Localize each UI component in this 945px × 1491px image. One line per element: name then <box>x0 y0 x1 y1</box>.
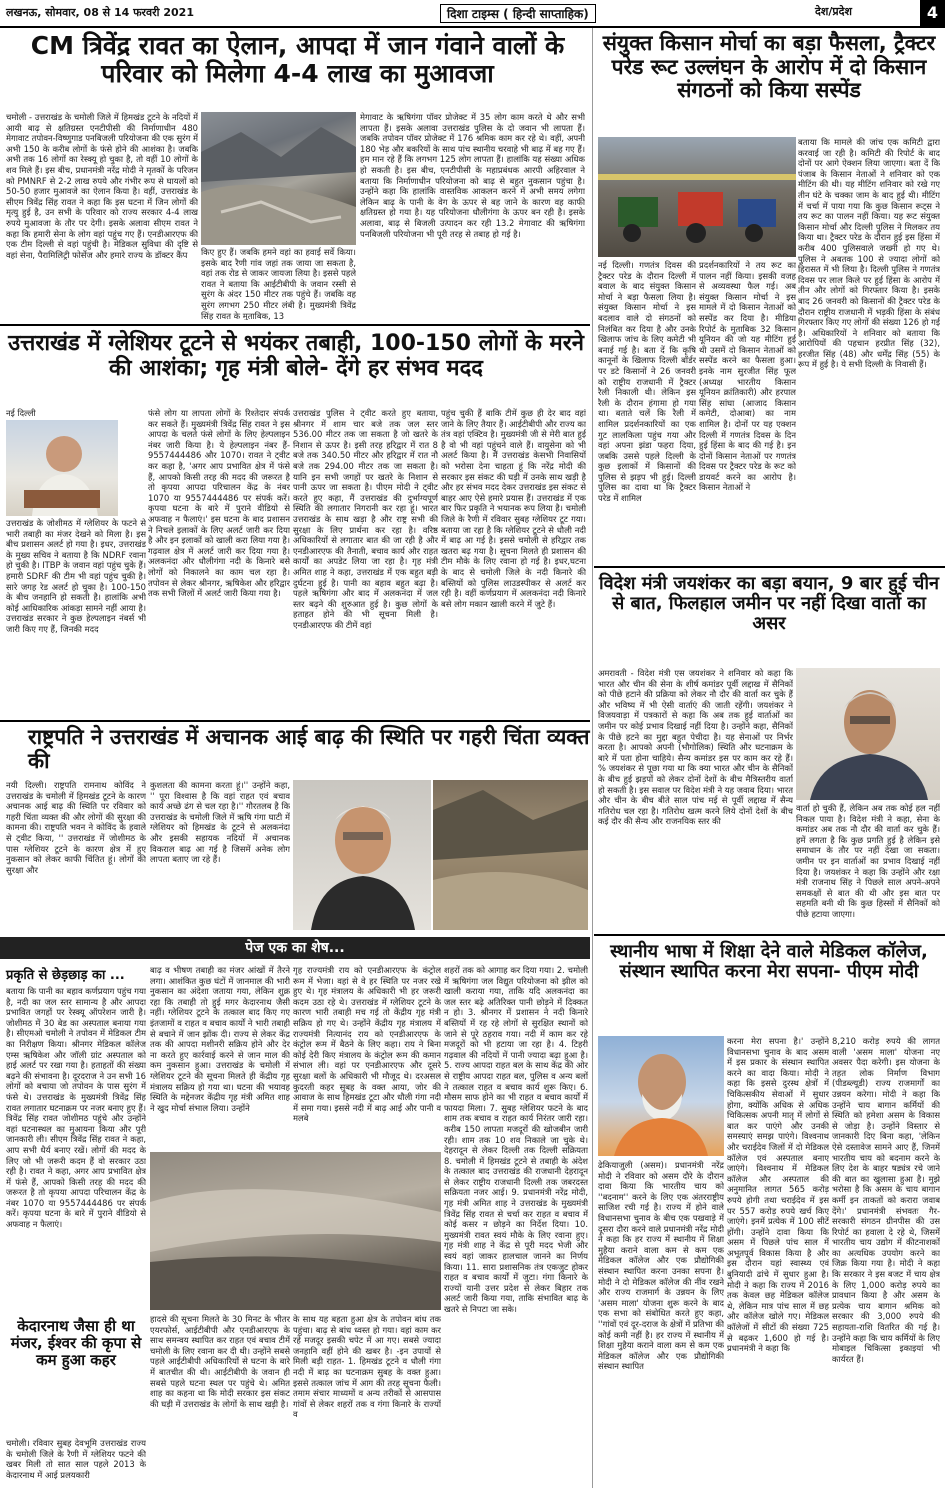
story3-col1: नयी दिल्ली। राष्ट्रपति रामनाथ कोविंद ने उत्तराखंड के चमोली में हिमखंड टूटने के कारण अचानक आई बाढ़ की स्थिति पर रविवार को गहरी चिंता व्यक्त की और लोगों की सुरक्षा की कामना की। राष्ट्रपति भवन ने कोविंद के हवाले से ट्वीट किया, '' उत्तराखंड में जोशीमठ के पास ग्लेशियर टूटने के कारण क्षेत्र में हुए नुकसान को लेकर काफी चिंतित हूं। लोगों की सुरक्षा और <box>6 780 146 875</box>
story4-col4: शहरों तक को आगाह कर दिया गया। 2. चमोली में ऋषिगंगा जल विद्युत परियोजना को झील को खाली कराया गया, ताकि यदि अलकनंदा का जल स्तर बढ़े अतिरिक्त पानी छोड़ने में दिक्कत न हो। 3. श्रीनगर में प्रशासन ने नदी किनारे बस्तियों में रह रहे लोगों से सुरक्षित स्थानों को जाने से पूरे ठहराव गया। नदी में काम कर रहे मजदूरों को भी हटाया जा रहा है। 4. टिहरी गढ़वाल की नदियों में पानी ज्यादा बढ़ा हुआ है। 5. राज्य आपदा राहत बल के साथ केंद्र की ओर से राष्ट्रीय आपदा राहत बल, पुलिस व अन्य बलों ने तत्काल राहत व बचाव कार्य शुरू किए। 6. मौसम साफ होने का भी राहत व बचाव कार्यों में फायदा मिला। 7. सुबह ग्लेशियर फटने के बाद शाम तक बचाव व राहत कार्य निरंतर जारी रहा। करीब 150 लापता मजदूरों की खोजबीन जारी रही। शाम तक 10 शव निकाले जा चुके थे। देहरादून से लेकर दिल्ली तक दिल्ली सक्रियता 8. चमोली में हिमखंड टूटने से तबाही के अंदेश के तत्काल बाद उत्तराखंड की राजधानी देहरादून से लेकर राष्ट्रीय राजधानी दिल्ली तक जबरदस्त सक्रियता नजर आई। 9. प्रधानमंत्री नरेंद्र मोदी, गृह मंत्री अमित शाह ने उत्तराखंड के मुख्यमंत्री त्रिवेंद्र सिंह रावत से चर्चा कर राहत व बचाव में कोई कसर न छोड़ने का निर्देश दिया। 10. मुख्यमंत्री रावत स्वयं मौके के लिए रवाना हुए। गृह मंत्री शाह ने केंद्र से पूरी मदद भेजी और स्वयं वहां जाकर हालचाल जानने का निर्णय किया। 11. सारा प्रशासनिक तंत्र एकजुट होकर राहत व बचाव कार्यों में जुटा। गंगा किनारे के राज्यों यानी उत्तर प्रदेश से लेकर बिहार तक अलर्ट जारी किया गया, ताकि संभावित बाढ़ के खतरे से निपटा जा सके। <box>444 965 588 1314</box>
story2-col4: पहुंच चुकी हैं बाकि टीमें कुछ ही देर बाद वहां जाने के लिए तैयार हैं। आईटीबीपी और राज्य का तंत्र वहां एक्टिव है। मुख्यमंत्री जी से मेरी बात हुई है वो भी वहां पहुंचने वाले हैं। वायुसेना को भी अलर्ट किया है। मैं उत्तराखंड केसभी निवासियों को भरोसा देना चाहता हूं कि नरेंद्र मोदी की सरकार इस संकट की घड़ी में उनके साथ खड़ी है और हर संभव मदद देकर उत्तराखंड इस संकट से बाहर आए ऐसे हमारे प्रयास हैं। उत्तराखंड में एक बार फिर प्रकृति ने भयानक रूप लिया है। चमोली जिले के रैणी में रविवार सुबह ग्लेशियर टूट गया। बताया जा रहा है कि ग्लेशियर टूटने से धौली नदी में बाढ़ आ गई है। इससे चमोली से हरिद्वार तक खतरा बढ़ गया है। सूचना मिलते ही प्रशासन की टीम मौके के लिए रवाना हो गई है। इधर,घटना के बाद से चमोली जिले के नदी किनारे की बस्तियों को पुलिस लाउडस्पीकर से अलर्ट कर रही है। वहीं कर्णप्रयाग में अलकनंदा नदी किनारे बसे लोग मकान खाली करने में जुटे हैं। <box>441 408 586 609</box>
story1-photo-flood-site <box>201 112 356 245</box>
story4-col2-bottom: हादसे की सूचना मिलते के 30 मिनट के भीतर एयरफोर्स, आईटीबीपी और एनडीआरएफ के साथ समन्वय स्थापित कर राहत एवं बचाव टीमें चमोली के लिए रवाना कर दी थी। उन्होंने सबसे पहले आईटीबीपी अधिकारियों से घटना के बारे में बातचीत की थी। आईटीबीपी के जवान ही सबसे पहले घटना स्थल पर पहुंचे थे। अमित शाह का कहना था कि मोदी सरकार इस संकट की घड़ी में उत्तराखंड के लोगों के साथ खड़ी है। <box>150 1314 290 1409</box>
story2-col1: उत्तराखंड के जोशीमठ में ग्लेशियर के फटने से भारी तबाही का मंजर देखने को मिला है। इस बीच प्रशासन अलर्ट हो गया है। इधर, उत्तराखंड के मुख्य सचिव ने बताया है कि NDRF रवाना हो चुकी है। ITBP के जवान वहां पहुंच चुके हैं। हमारी SDRF की टीम भी वहां पहुंच चुकी है। सारे जगह रेड अलर्ट हो चुका है। 100-150 के बीच जनहानि हो सकती है। हालांकि अभी कोई आधिकारिक आंकड़ा सामने नहीं आया है। उत्तराखंड सरकार ने कुछ हेल्पलाइन नंबर्स भी जारी किए गए हैं, जिनकी मदद <box>6 518 146 634</box>
rule-4 <box>594 934 945 936</box>
story7-col2: वार्ता हो चुकी हैं, लेकिन अब तक कोई हल नहीं निकल पाया है। विदेश मंत्री ने कहा, सेना के कमांडर अब तक नौ दौर की वार्ता कर चुके हैं। हमें लगता है कि कुछ प्रगति हुई है लेकिन इसे समाधान के तौर पर नहीं देखा जा सकता। जमीन पर इन वार्ताओं का प्रभाव दिखाई नहीं दिया है। जयशंकर ने कहा कि उन्होंने और रक्षा मंत्री राजनाथ सिंह ने पिछले साल अपने-अपने समकक्षों से बात की थी और इस बात पर सहमति बनी थी कि कुछ हिस्सों में सैनिकों को पीछे हटाया जाएगा। <box>796 803 940 919</box>
story1-col3: मेगावाट के ऋषिगंगा पॉवर प्रोजेक्ट में 35 लोग काम करते थे और सभी लापता हैं। इसके अलावा उत्तराखंड पुलिस के दो जवान भी लापता हैं। जबकि तपोवन पॉवर प्रोजेक्ट में 176 श्रमिक काम कर रहे थे। वहीं, अपनी 180 भेड़ और बकरियों के साथ पांच स्थानीय चरवाहे भी बाढ़ में बह गए हैं। हम मान रहे हैं कि लगभग 125 लोग लापता हैं। हालांकि यह संख्या अधिक हो सकती है। इस बीच, एनटीपीसी के महाप्रबंधक आरपी अहिरवाल ने बताया कि निर्माणाधीन परियोजना को बाढ़ से बहुत नुकसान पहुंचा है। उन्होंने कहा कि हालांकि वास्तविक आकलन करने में अभी समय लगेगा लेकिन बाढ़ के पानी के वेग के ऊपर से बह जाने के कारण वह काफी क्षतिग्रस्त हो गया है। यह परियोजना धौलीगंगा के ऊपर बन रही है। इसके अलावा, बाढ़ से बिजली उत्पादन कर रही 13.2 मेगावाट की ऋषिगंगा पनबिजली परियोजना भी पूरी तरह से तबाह हो गई है। <box>360 112 585 239</box>
story6-col1: नई दिल्ली। गणतंत्र दिवस की ट्रैक्टर परेड के दौरान दिल्ली में बवाल के बाद संयुक्त किसान मोर्चा ने बड़ा फैसला लिया है। संयुक्त किसान मोर्चा ने इस बदलाव वाले दो संगठनों को निलंबित कर दिया है और उनके खिलाफ जांच के लिए कमेटी भी बनाई गई है। बता दें कि कृषि कानूनों के खिलाफ दिल्ली बॉर्डर पर डटे किसानों ने 26 जनवरी को राष्ट्रीय राजधानी में ट्रैक्टर रैली निकाली थी। लेकिन इस रैली के दौरान हंगामा हो गया था। बताते चलें कि रैली में शामिल प्रदर्शनकारियों का एक गुट लालकिला पहुंच गया और वहां अपना झंडा फहरा दिया, जबकि उससे पहले दिल्ली के कुछ इलाकों में किसानों की पुलिस से झड़प भी हुई। दिल्ली पुलिस का दावा था कि ट्रैक्टर परेड में शामिल <box>598 260 696 504</box>
story4-col3-bottom: के साथ यह बहता हुआ क्षेत्र के तपोवन बांध तक पहुंचा। बाढ़ से बांध ध्वस्त हो गया। वहां काम कर रहे मजदूर इसकी चपेट में आ गए। सबसे ज्यादा जनहानि वहीं होने की खबर है। -इन उपायों से मिली बड़ी राहत- 1. हिमखंड टूटने व धौली गंगा नदी में बाढ़ का घटनाक्रम सुबह के वक्त हुआ। इससे तत्काल जांच में आग की तरह सूचना फैली। तमाम संचार माध्यमों व अन्य तरीकों से आसपास गांवों से लेकर शहरों तक व गंगा किनारे के राज्यों व <box>293 1314 441 1420</box>
rule-1 <box>0 324 590 326</box>
story4-col2-top: बाढ़ व भीषण तबाही का मंजर आंखों में तैरने लगा। आशंकित कुछ घंटों में जानमाल की भारी नुकसान का अंदेशा जताया गया, लेकिन शुक्र रहा कि तबाही तो हुई मगर केदारनाथ जैसी नहीं। ग्लेशियर टूटने के तत्काल बाद किए गए इंतजामों व राहत व बचाव कार्यों ने भारी तबाही से बचाने में जान झोंक दी। राज्य से लेकर केंद्र तक की आपदा मशीनरी सक्रिय होने और देर ना करते हुए कार्रवाई करने से जान माल की कम नुकसान हुआ। उत्तराखंड के चमोली में ग्लेशियर टूटने की सूचना मिलते ही केंद्रीय गृह मंत्रालय सक्रिय हो गया था। घटना की भयावह स्थिति के मद्देनजर केंद्रीय गृह मंत्री अमित शाह ने खुद मोर्चा संभाल लिया। उन्होंने <box>150 965 290 1113</box>
story4-col3-top: गृह राज्यमंत्री राय को एनडीआरएफ के कंट्रोल रूम में भेजा। वहां से वे हर स्थिति पर नजर रखे हुए थे। गृह मंत्रालय के अधिकारी भी हर जरूरी कदम उठा रहे थे। उत्तराखंड में ग्लेशियर टूटने के कारण भारी तबाही मच गई तो केंद्रीय गृह मंत्री सक्रिय हो गए थे। उन्होंने केंद्रीय गृह मंत्रालय में राज्यमंत्री नित्यानंद राय को एनडीआरएफ के कंट्रोल रूम में बैठने के लिए कहा। राय ने बिना कोई देरी किए मंत्रालय के कंट्रोल रूम की कमान संभाल ली। वहां पर एनडीआरएफ और दूसरे सुरक्षा बलों के अधिकारी भी मौजूद थे। दरअसल कुदरती कहर सुबह के वक्त आया, जोर की आवाज के साथ हिमखंड टूटा और धौली गंगा नदी में समा गया। इससे नदी में बाढ़ आई और पानी व मलबे <box>293 965 441 1124</box>
story8-col2: 8,210 करोड़ रुपये की लागत वाली 'असम माला' योजना नए अवसर पैदा करेगी। इस योजना के तहत लोक निर्माण विभाग (पीडब्ल्यूडी) राज्य राजमार्गों का उन्नयन करेगा। मोदी ने कहा कि उन्होंने चाय बागान कर्मियों की स्थिति को हमेशा असम के विकास से जोड़ा है। उन्होंने विस्तार से जानकारी दिए बिना कहा, 'लेकिन ऐसे दस्तावेज सामने आए हैं, जिनमें भारतीय चाय को बदनाम करने के लिए देश के बाहर षड्यंत्र रचे जाने की बात का खुलासा हुआ है। मुझे भरोसा है कि असम के चाय बागान कर्मी इन ताकतों को करारा जवाब देंगे।' प्रधानमंत्री संभवतः गैर-सरकारी संगठन ग्रीनपीस की उस रिपोर्ट का हवाला दे रहे थे, जिसमें भारतीय चाय उद्योग में कीटनाशकों का अत्यधिक उपयोग करने का जिक्र किया गया है। मोदी ने कहा कि सरकार ने इस बजट में चाय क्षेत्र के लिए 1,000 करोड़ रुपये का प्रावधान किया है और असम के प्रत्येक चाय बागान श्रमिक को सरकार की 3,000 रुपये की सहायता-राशि वितरित की गई है। उन्होंने कहा कि चाय कर्मियों के लिए मोबाइल चिकित्सा इकाइयां भी कार्यरत हैं। <box>832 1036 940 1364</box>
section-name: देश/प्रदेश <box>815 5 852 18</box>
story6-col-right: बताया कि मामले की जांच एक कमिटी द्वारा करवाई जा रही है। कमिटी की रिपोर्ट के बाद दोनों पर आगे ऐक्शन लिया जाएगा। बता दें कि पंजाब के किसान नेताओं ने शनिवार को एक मीटिंग की थी। यह मीटिंग शनिवार को रखे गए तीन घंटे के चक्का जाम के बाद हुई थी। मीटिंग में चर्चा में पाया गया कि कुछ किसान रूट्स ने तय रूट का पालन नहीं किया। यह रूट संयुक्त किसान मोर्चा और दिल्ली पुलिस ने मिलकर तय किया था। ट्रैक्टर परेड के दौरान हुई इस हिंसा में करीब 400 पुलिसवाले जख्मी हो गए थे। पुलिस ने अबतक 100 से ज्यादा लोगों को हिरासत में भी लिया है। दिल्ली पुलिस ने गणतंत्र दिवस पर लाल किले पर हुई हिंसा के आरोप में तीन और लोगों को गिरफ्तार किया है। इसके बाद 26 जनवरी को किसानों की ट्रैक्टर परेड के दौरान राष्ट्रीय राजधानी में भड़की हिंसा के संबंध गिरफ्तार किए गए लोगों की संख्या 126 हो गई है। अधिकारियों ने शनिवार को बताया कि आरोपियों की पहचान हरप्रीत सिंह (32), हरजीत सिंह (48) और धर्मेंद्र सिंह (55) के रूप में हुई है। ये सभी दिल्ली के निवासी हैं। <box>798 137 940 370</box>
story4-col1: बताया कि पानी का बहाव कर्णप्रयाग पहुंच गया है, नदी का जल स्तर सामान्य है और आपदा प्रभावित जगहों पर रेस्क्यू ऑपरेशन जारी है। जोशीमठ में 30 बेड का अस्पताल बनाया गया है। सीएमओ चमोली ने तपोवन में मेडिकल टीम का निरीक्षण किया। श्रीनगर मेडिकल कॉलेज एम्स ऋषिकेश और जॉली ग्रांट अस्पताल को हाई अलर्ट पर रखा गया है। हताहतों की संख्या बढ़ने की संभावना है। दूरदराज ने उन सभी 16 लोगों को बचाया जो तपोवन के पास सुरंग में फंसे थे। उत्तराखंड के मुख्यमंत्री त्रिवेंद्र सिंह रावत लगातार घटनाक्रम पर नजर बनाए हुए हैं। त्रिवेंद्र सिंह रावत जोशीमठ पहुंचे और उन्होंने वहां घटनास्थल का मुआयना किया और पूरी जानकारी ली। सीएम त्रिवेंद्र सिंह रावत ने कहा, आप सभी धैर्य बनाए रखें। लोगों की मदद के लिए जो भी जरूरी कदम हैं वो सरकार उठा रही है। रावत ने कहा, अगर आप प्रभावित क्षेत्र में फंसे हैं, आपको किसी तरह की मदद की जरूरत है तो कृपया आपदा परिचालन केंद्र के नंबर 1070 या 9557444486 पर संपर्क करें। कृपया घटना के बारे में पुराने वीडियो से अफवाह न फैलाएं। <box>6 986 146 1230</box>
issue-date: लखनऊ, सोमवार, 08 से 14 फरवरी 2021 <box>6 6 194 19</box>
rule-2 <box>0 720 590 722</box>
story8-col1-top: करना मेरा सपना है।' उन्होंने विधानसभा चुनाव के बाद असम में इस प्रकार के संस्थान स्थापित करने का वादा किया। मोदी ने कहा कि इससे दुरस्थ क्षेत्रों में चिकित्सकीय सेवाओं में सुधार होगा, क्योंकि अधिक से अधिक चिकित्सक अपनी मातृ में लोगों से बात कर पाएंगे और उनकी समस्याएं समझ पाएंगे। विश्वनाथ और चराईदेव जिलों में दो मेडिकल कॉलेज एवं अस्पताल बनाए जाएंगे। विश्वनाथ में मेडिकल कॉलेज और अस्पताल की अनुमानित लागत 565 करोड़ रुपये होगी तथा चराईदेव में इस पर 557 करोड़ रुपये खर्च किए जाएंगे। इनमें प्रत्येक में 100 सीटें होंगी। उन्होंने दावा किया कि असम में पिछले पांच साल में अभूतपूर्व विकास किया है और इस दौरान यहां स्वास्थ्य एवं बुनियादी ढांचे में सुधार हुआ है। मोदी ने कहा कि राज्य में 2016 तक केवल छह मेडिकल कॉलेज थे, लेकिन मात्र पांच साल में छह और कॉलेज खोले गए। मेडिकल कॉलेजों में सीटों की संख्या 725 से बढ़कर 1,600 हो गई है। प्रधानमंत्री ने कहा कि <box>727 1036 829 1354</box>
continued-banner: पेज एक का शेष... <box>0 937 590 959</box>
story2-headline: उत्तराखंड में ग्लेशियर टूटने से भयंकर तबाही, 100-150 लोगों के मरने की आशंका; गृह मंत्री बोले- देंगे हर संभव मदद <box>8 331 584 381</box>
story2-col3: उत्तराखंड पुलिस ने ट्वीट करते हुए बताया, श्रीनगर में शाम चार बजे तक जल स्तर 536.00 मीटर तक जा सकता है जो खतरे के निशान से ऊपर है। इसी तरह हरिद्वार में रात 8 बजे तक 340.50 मीटर और हरिद्वार में रात नौ बजे तक 294.00 मीटर तक जा सकता है। यानि इन सभी जगहों पर खतरे के निशान से पानी ऊपर जा सकता है। पीएम मोदी ने ट्वीट करते हुए कहा, मैं उत्तराखंड की दुर्भाग्यपूर्ण स्थिति की लगातार निगरानी कर रहा हूं। भारत उत्तराखंड के साथ खड़ा है और राष्ट्र सभी की सुरक्षा के लिए प्रार्थना कर रहा है। वरिष्ठ अधिकारियों से लगातार बात की जा रही है और एनडीआरएफ की तैनाती, बचाव कार्य और राहत कार्यों का अपडेट लिया जा रहा है। गृह मंत्री अमित शाह ने कहा, उत्तराखंड में एक बहुत बड़ी दुर्घटना हुई है। पानी का बहाव बहुत बढ़ा है। पहले ऋषिगंगा और बाद में अलकनंदा में जल स्तर बढ़ने की शुरुआत हुई है। कुछ लोगों के हताहत होने की भी सूचना मिली है। एनडीआरएफ की टीमें वहां <box>293 408 438 630</box>
story8-photo-modi <box>598 1036 724 1156</box>
page-header <box>0 0 945 28</box>
column-divider <box>592 28 593 1488</box>
story6-headline: संयुक्त किसान मोर्चा का बड़ा फैसला, ट्रैक्टर परेड रूट उल्लंघन के आरोप में दो किसान संगठनों को किया सस्पेंड <box>602 31 936 103</box>
story3-col2: कुशलता की कामना करता हूं।'' उन्होंने कहा, '' पूरा विश्वास है कि वहां राहत एवं बचाव कार्य अच्छे ढंग से चल रहा है।'' गौरतलब है कि उत्तराखंड के चमोली जिले में ऋषि गंगा घाटी में ग्लेशियर को हिमखंड के टूटने से अलकनंदा और इसकी सहायक नदियों में अचानक विकराल बाढ़ आ गई है जिसमें अनेक लोग लापता बताए जा रहे हैं। <box>150 780 290 865</box>
story6-col2: प्रदर्शनकारियों ने तय रूट का पालन नहीं किया। इसकी वजह से अव्यवस्था फैल गई। अब संयुक्त किसान मोर्चा ने इस मामले में दो किसान नेताओं को सस्पेंड कर दिया है। मीडिया रिपोर्ट के मुताबिक 32 किसान यूनियन की जो यह मीटिंग हुई थी उसमें दो किसान नेताओं को सस्पेंड करने का फैसला हुआ। इनके नाम सुरजीत सिंह फूल (अध्यक्ष भारतीय किसान यूनियन क्रांतिकारी) और हरपाल सिंह सांघा (आजाद किसान कमेटी, दोआबा) का नाम शामिल है। दोनों पर यह एक्शन दिल्ली में गणतंत्र दिवस के दिन हुई हिंसा के बाद की गई है। इन दोनों किसान नेताओं पर गणतंत्र दिवस पर ट्रैक्टर परेड के रूट को डायवर्ट करने का आरोप है। किसान नेताओं ने <box>699 260 796 493</box>
story3-headline: राष्ट्रपति ने उत्तराखंड में अचानक आई बाढ़ की स्थिति पर गहरी चिंता व्यक्त की <box>28 725 590 773</box>
story1-col2: किए हुए हैं। जबकि हमने वहां का हवाई सर्वे किया। इसके बाद रैणी गांव जहां तक जाया जा सकता है, वहां तक रोड से जाकर जायजा लिया है। इससे पहले रावत ने बताया कि आईटीबीपी के जवान रस्सी से सुरंग के अंदर 150 मीटर तक पहुंचे हैं। जबकि वह सुरंग लगभग 250 मीटर लंबी है। मुख्यमंत्री त्रिवेंद्र सिंह रावत के मुताबिक, 13 <box>201 247 356 320</box>
story4-photo-flood-debris <box>150 1152 441 1310</box>
rule-3 <box>594 566 945 568</box>
page-number: 4 <box>920 0 945 26</box>
story5-col1: चमोली। रविवार सुबह देवभूमि उत्तराखंड राज्य के चमोली जिले के रैणी में ग्लेशियर फटने की खबर मिली तो सात साल पहले 2013 के केदारनाथ में आई प्रलयकारी <box>6 1438 146 1480</box>
story2-photo-amit-shah <box>6 420 118 516</box>
story1-headline: CM त्रिवेंद्र रावत का ऐलान, आपदा में जान गंवाने वालों के परिवार को मिलेगा 4-4 लाख का मुआवजा <box>30 31 565 88</box>
story4-headline: प्रकृति से छेड़छाड़ का ... <box>6 968 125 983</box>
story8-col1: ढेकियाजुली (असम)। प्रधानमंत्री नरेंद्र मोदी ने रविवार को असम दौरे के दौरान दावा किया कि भारतीय चाय को ''बदनाम'' करने के लिए एक अंतरराष्ट्रीय साजिश रची गई है। राज्य में होने वाले विधानसभा चुनाव के बीच एक पखवाड़े में दूसरा दौरा करने वाले प्रधानमंत्री नरेंद्र मोदी ने कहा कि हर राज्य में स्थानीय में शिक्षा मुहैया कराने वाला कम से कम एक मेडिकल कॉलेज और एक प्रौद्योगिकी संस्थान स्थापित करना उनका सपना है। मोदी ने दो मेडिकल कॉलेज की नींव रखने और राज्य राजमार्ग के उन्नयन के लिए 'असम माला' योजना शुरू करने के बाद एक सभा को संबोधित करते हुए कहा, ''गांवों एवं दूर-दराज के क्षेत्रों में प्रतिभा की कोई कमी नहीं है। हर राज्य में स्थानीय में शिक्षा मुहैया कराने वाला कम से कम एक मेडिकल कॉलेज और एक प्रौद्योगिकी संस्थान स्थापित <box>598 1160 724 1372</box>
paper-name: दिशा टाइम्स ( हिन्दी साप्ताहिक) <box>440 4 596 23</box>
story7-col1: अमरावती - विदेश मंत्री एस जयशंकर ने शनिवार को कहा कि भारत और चीन की सेना के शीर्ष कमांडर पूर्वी लद्दाख में सैनिकों को पीछे हटाने की प्रक्रिया को लेकर नौ दौर की वार्ता कर चुके हैं और भविष्य में भी ऐसी वार्ताएं की जाती रहेंगी। जयशंकर ने विजयवाड़ा में पत्रकारों से कहा कि अब तक हुई वार्ताओं का जमीन पर कोई प्रभाव दिखाई नहीं दिया है। उन्होंने कहा, सैनिकों के पीछे हटने का मुद्दा बहुत पेचीदा है। यह सेनाओं पर निर्भर करता है। आपको अपनी (भौगोलिक) स्थिति और घटनाक्रम के बारे में पता होना चाहिये। सैन्य कमांडर इस पर काम कर रहे हैं। % जयशंकर से पूछा गया था कि क्या भारत और चीन के सैनिकों के बीच हुई झड़पों को लेकर दोनों देशों के बीच मैत्रिस्तरीय वार्ता हो सकती है। इस सवाल पर विदेश मंत्री ने यह जवाब दिया। भारत और चीन के बीच बीते साल पांच मई से पूर्वी लद्दाख में सैन्य गतिरोध चल रहा है। गतिरोध खत्म करने लिये दोनों देशों के बीच कई दौर की सैन्य और राजनयिक स्तर की <box>598 668 793 827</box>
story8-headline: स्थानीय भाषा में शिक्षा देने वाले मेडिकल कॉलेज, संस्थान स्थापित करना मेरा सपना- पीएम मोदी <box>610 941 928 983</box>
story1-col1: चमोली - उत्तराखंड के चमोली जिले में हिमखंड टूटने के नदियों में आयी बाढ़ से क्षतिग्रस्त एनटीपीसी की निर्माणाधीन 480 मेगावाट तपोवन-विष्णुगाड पनबिजली परियोजना की एक सुरंग में अभी 150 के करीब लोगों के फंसे होने की आशंका है। जबकि अभी तक 16 लोगों का रेस्क्यू हो चुका है, तो वहीं 10 लोगों के शव मिले हैं। इस बीच, प्रधानमंत्री नरेंद्र मोदी ने मृतकों के परिजन को PMNRF से 2-2 लाख रुपये और गंभीर रूप से घायलों को 50-50 हजार मुआवजे का ऐलान किया है। वहीं, उत्तराखंड के सीएम त्रिवेंद्र सिंह रावत ने कहा कि इस घटना में जिन लोगों की मृत्यु हुई है, उन सभी के परिवार को राज्य सरकार 4-4 लाख रुपये मुआवजा के तौर पर देगी। इसके अलावा सीएम रावत ने कहा कि हमारी सेना के लोग वहां पहुंच गए हैं। एनडीआरएफ की एक टीम दिल्ली से वहां पहुंची है। मेडिकल सुविधा की दृष्टि से वहां सेना, पैरामिलिट्री फोर्सेज और हमारे राज्य के डॉक्टर कैंप <box>6 112 198 260</box>
story6-photo-tractor-parade <box>598 137 796 257</box>
story2-col2: फंसे लोग या लापता लोगों के रिश्तेदार संपर्क कर सकते हैं। मुख्यमंत्री त्रिवेंद्र सिंह रावत ने इस आपदा के चलते फंसे लोगों के लिए हेल्पलाइन नंबर जारी किया है। ये हेल्पलाइन नंबर हैं- 9557444486 और 1070। रावत ने ट्वीट कर कहा है, 'अगर आप प्रभावित क्षेत्र में फंसे हैं, आपको किसी तरह की मदद की जरूरत है तो कृपया आपदा परिचालन केंद्र के नंबर 1070 या 9557444486 पर संपर्क करें। कृपया घटना के बारे में पुराने वीडियो से अफवाह न फैलाएं।' इस घटना के बाद प्रशासन ने निचले इलाकों के लिए अलर्ट जारी कर दिया है और इन इलाकों को खाली करा लिया गया है। गढ़वाल क्षेत्र में अलर्ट जारी कर दिया गया है। अलकनंदा और धौलीगंगा नदी के किनारे बसे लोगों को निकालने का काम चल रहा है। तपोवन से लेकर श्रीनगर, ऋषिकेश और हरिद्वार तक सभी जिलों में अलर्ट जारी किया गया है। <box>148 408 290 599</box>
story3-photo-flood-river <box>433 780 588 930</box>
story7-headline: विदेश मंत्री जयशंकर का बड़ा बयान, 9 बार हुई चीन से बात, फिलहाल जमीन पर नहीं दिखा वार्ता का असर <box>598 573 940 635</box>
story2-dateline: नई दिल्ली <box>6 408 36 418</box>
story7-photo-jaishankar <box>796 668 940 800</box>
story5-headline: केदारनाथ जैसा ही था मंजर, ईश्वर की कृपा से कम हुआ कहर <box>10 1317 142 1369</box>
story3-photo-president <box>293 780 431 930</box>
